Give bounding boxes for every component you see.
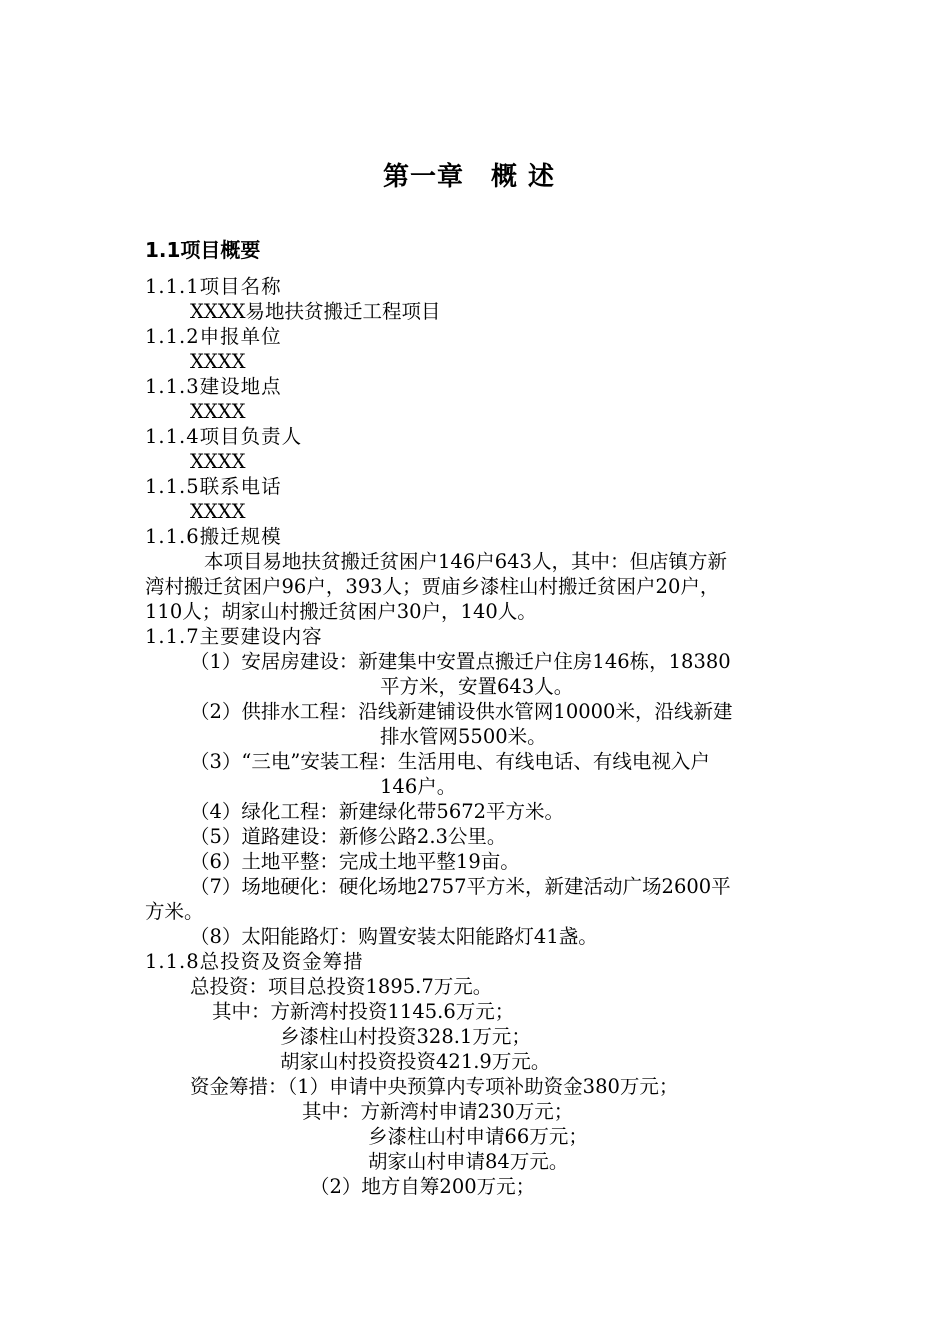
value-phone: XXXX [190, 500, 246, 523]
content-line: （5）道路建设：新修公路2.3公里。 [190, 825, 507, 848]
value-location: XXXX [190, 400, 246, 423]
investment-line: 其中：方新湾村申请230万元； [302, 1100, 574, 1123]
content-line: （7）场地硬化：硬化场地2757平方米，新建活动广场2600平 [190, 875, 731, 898]
content-line: （4）绿化工程：新建绿化带5672平方米。 [190, 800, 565, 823]
heading-project-name: 1.1.1项目名称 [145, 275, 282, 298]
investment-line: 乡漆柱山村投资328.1万元； [280, 1025, 531, 1048]
value-applicant: XXXX [190, 350, 246, 373]
content-line: （1）安居房建设：新建集中安置点搬迁户住房146栋，18380 [190, 650, 731, 673]
investment-line: 乡漆柱山村申请66万元； [368, 1125, 588, 1148]
investment-line: （2）地方自筹200万元； [310, 1175, 536, 1198]
heading-phone: 1.1.5联系电话 [145, 475, 282, 498]
content-line: 平方米，安置643人。 [380, 675, 574, 698]
content-line: （3）“三电”安装工程：生活用电、有线电话、有线电视入户 [190, 750, 710, 773]
content-line: 方米。 [145, 900, 204, 923]
content-line: 排水管网5500米。 [380, 725, 547, 748]
heading-applicant: 1.1.2申报单位 [145, 325, 282, 348]
scale-line: 110人；胡家山村搬迁贫困户30户，140人。 [145, 600, 537, 623]
content-line: 146户。 [380, 775, 457, 798]
scale-line: 本项目易地扶贫搬迁贫困户146户643人，其中：但店镇方新 [204, 550, 727, 573]
heading-content: 1.1.7主要建设内容 [145, 625, 323, 648]
value-project-name: XXXX易地扶贫搬迁工程项目 [190, 300, 441, 323]
investment-line: 资金筹措：（1）申请中央预算内专项补助资金380万元； [190, 1075, 679, 1098]
investment-line: 胡家山村申请84万元。 [368, 1150, 569, 1173]
value-leader: XXXX [190, 450, 246, 473]
content-line: （6）土地平整：完成土地平整19亩。 [190, 850, 520, 873]
heading-location: 1.1.3建设地点 [145, 375, 282, 398]
heading-investment: 1.1.8总投资及资金筹措 [145, 950, 364, 973]
scale-line: 湾村搬迁贫困户96户，393人；贾庙乡漆柱山村搬迁贫困户20户， [145, 575, 720, 598]
investment-line: 胡家山村投资投资421.9万元。 [280, 1050, 551, 1073]
content-line: （2）供排水工程：沿线新建铺设供水管网10000米，沿线新建 [190, 700, 733, 723]
heading-scale: 1.1.6搬迁规模 [145, 525, 282, 548]
section-title: 1.1项目概要 [145, 238, 261, 262]
content-line: （8）太阳能路灯：购置安装太阳能路灯41盏。 [190, 925, 598, 948]
investment-line: 总投资：项目总投资1895.7万元。 [190, 975, 493, 998]
chapter-title: 第一章 概 述 [383, 162, 556, 192]
investment-line: 其中：方新湾村投资1145.6万元； [212, 1000, 515, 1023]
heading-leader: 1.1.4项目负责人 [145, 425, 303, 448]
